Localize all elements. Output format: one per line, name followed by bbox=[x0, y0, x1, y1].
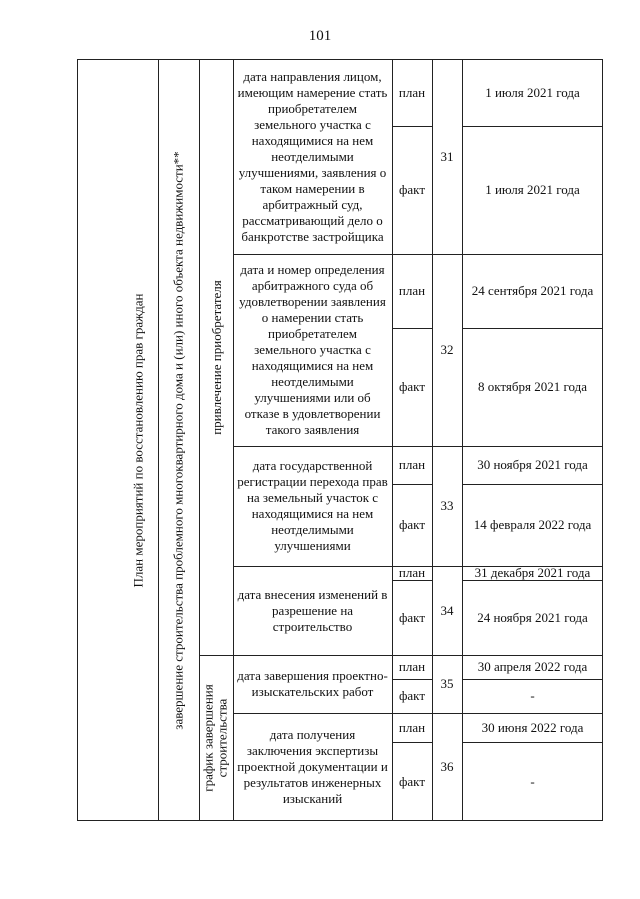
fact-value: - bbox=[530, 773, 535, 789]
page-number: 101 bbox=[308, 28, 332, 44]
fact-value: 24 ноября 2021 года bbox=[477, 609, 588, 625]
row-number: 36 bbox=[440, 759, 454, 774]
plan-title-vertical: План мероприятий по восстановлению прав граждан bbox=[130, 293, 146, 587]
row-number: 32 bbox=[440, 342, 454, 357]
plan-label: план bbox=[398, 565, 426, 580]
fact-label: факт bbox=[398, 688, 426, 703]
schedule-header-line2: строительства bbox=[215, 698, 230, 778]
row-description: дата государственной регистрации перехода прав на земельный участок с находящимися на нем неотделимыми улучшениями bbox=[237, 458, 388, 553]
row-description: дата внесения изменений в разрешение на строительство bbox=[237, 586, 388, 634]
plan-value: 31 декабря 2021 года bbox=[474, 565, 591, 580]
fact-label: факт bbox=[398, 517, 426, 532]
fact-label: факт bbox=[398, 773, 426, 789]
plan-label: план bbox=[398, 84, 426, 100]
row-number: 35 bbox=[440, 676, 454, 691]
row-description: дата завершения проектно-изыскательских работ bbox=[237, 668, 388, 699]
row-description: дата направления лицом, имеющим намерение стать приобретателем земельного участка с находящимися на нем неотделимыми улучшениями, заявления о таком намерении в арбитражный суд, рассматривающий дело о банкротстве застройщика bbox=[237, 68, 388, 244]
plan-value: 24 сентября 2021 года bbox=[471, 283, 594, 298]
row-number: 31 bbox=[440, 148, 454, 164]
fact-label: факт bbox=[398, 609, 426, 625]
attract-acquirer-header-vertical: привлечение приобретателя bbox=[208, 279, 224, 435]
plan-value: 30 июня 2022 года bbox=[481, 719, 584, 735]
row-number: 33 bbox=[440, 498, 454, 513]
fact-value: 1 июля 2021 года bbox=[485, 182, 580, 197]
fact-value: - bbox=[530, 688, 535, 703]
fact-value: 8 октября 2021 года bbox=[478, 379, 587, 394]
schedule-header-line1: график завершения bbox=[201, 684, 216, 792]
plan-value: 30 апреля 2022 года bbox=[477, 659, 588, 674]
fact-label: факт bbox=[398, 379, 426, 394]
plan-label: план bbox=[398, 457, 426, 472]
plan-value: 30 ноября 2021 года bbox=[477, 457, 588, 472]
plan-label: план bbox=[398, 719, 426, 735]
row-number: 34 bbox=[440, 602, 454, 618]
row-description: дата получения заключения экспертизы проектной документации и результатов инженерных изысканий bbox=[237, 727, 388, 806]
fact-value: 14 февраля 2022 года bbox=[473, 517, 592, 532]
schedule-header-vertical bbox=[199, 655, 233, 821]
completion-header-vertical: завершение строительства проблемного многоквартирного дома и (или) иного объекта недвижимости** bbox=[171, 150, 186, 730]
row-description: дата и номер определения арбитражного суда об удовлетворении заявления о намерении стать приобретателем земельного участка с находящимися на нем неотделимыми улучшениями или об отказе в удовлетворении такого заявления bbox=[239, 262, 386, 437]
fact-label: факт bbox=[398, 182, 426, 197]
plan-label: план bbox=[398, 283, 426, 298]
plan-label: план bbox=[398, 659, 426, 674]
plan-value: 1 июля 2021 года bbox=[485, 84, 580, 100]
